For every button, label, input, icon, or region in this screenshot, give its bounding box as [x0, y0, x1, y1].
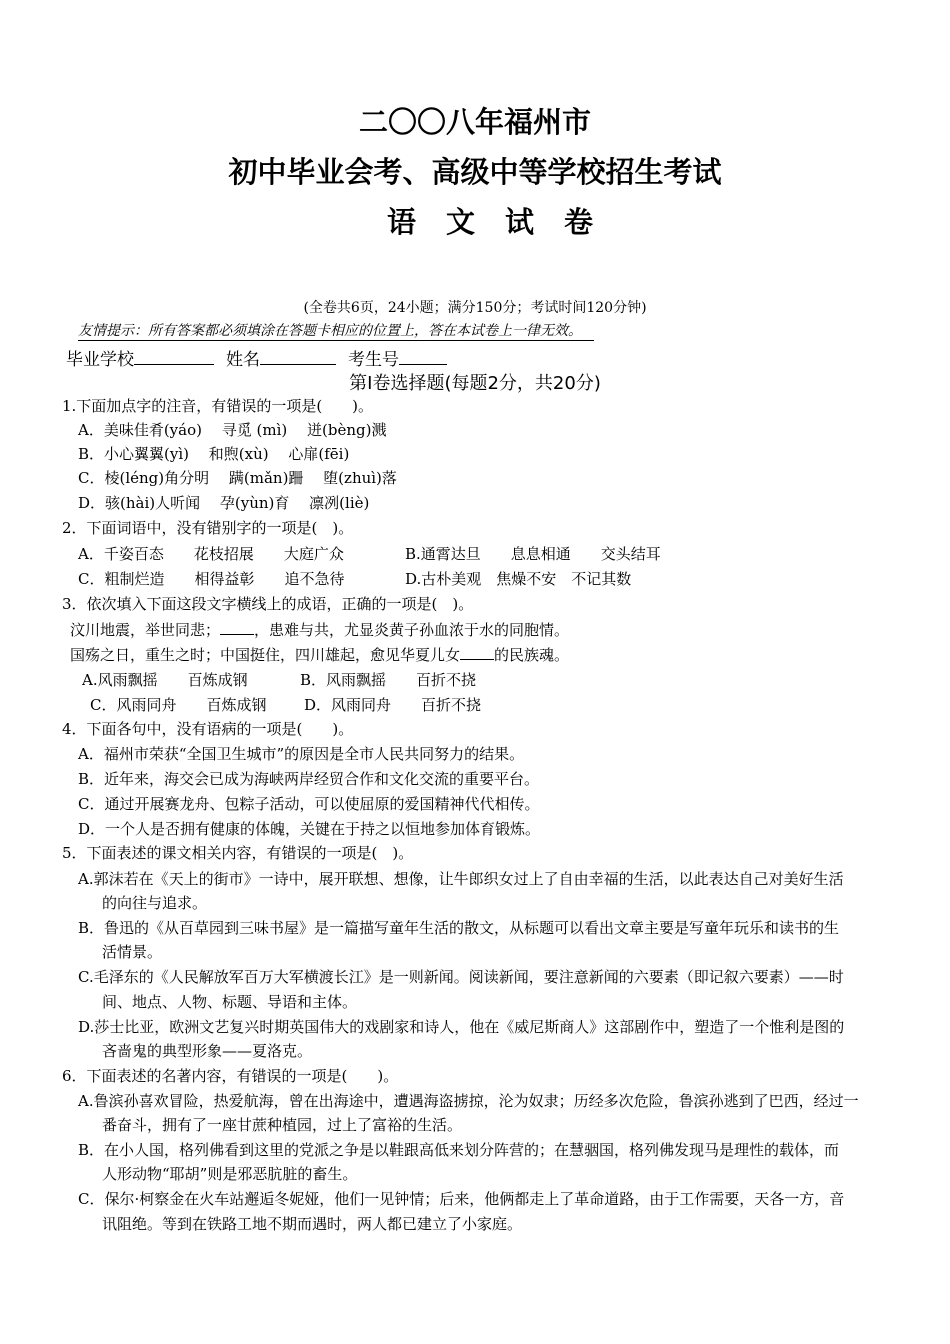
q1-option-d: D．骇(hài)人听闻 孕(yùn)育 凛冽(liè)	[78, 494, 370, 512]
q5-option-d-line1: D.莎士比亚，欧洲文艺复兴时期英国伟大的戏剧家和诗人，他在《威尼斯商人》这部剧作中，塑造了一个惟利是图的	[78, 1018, 845, 1036]
q4-option-b: B．近年来，海交会已成为海峡两岸经贸合作和文化交流的重要平台。	[78, 770, 540, 788]
q5-option-b-line1: B．鲁迅的《从百草园到三味书屋》是一篇描写童年生活的散文，从标题可以看出文章主要是写童年玩乐和读书的生	[78, 919, 840, 937]
q4-option-c: C．通过开展赛龙舟、包粽子活动，可以使屈原的爱国精神代代相传。	[78, 795, 540, 813]
q2-stem: 2．下面词语中，没有错别字的一项是( )。	[62, 519, 354, 537]
q3-option-d: D．风雨同舟 百折不挠	[304, 696, 482, 714]
name-label: 姓名	[226, 350, 260, 370]
q3-passage-line2-a: 国殇之日，重生之时；中国挺住，四川雄起，愈见华夏儿女	[70, 646, 461, 664]
q3-passage-line1-a: 汶川地震，举世同悲；	[70, 621, 221, 639]
q3-blank-2	[460, 645, 494, 660]
q1-option-b: B．小心翼翼(yì) 和煦(xù) 心扉(fēi)	[78, 445, 350, 463]
q6-option-c-line1: C．保尔·柯察金在火车站邂逅冬妮娅，他们一见钟情；后来，他俩都走上了革命道路，由于工作需要，天各一方，音	[78, 1190, 845, 1208]
q3-passage-line1	[70, 620, 569, 640]
q5-option-d-line2: 吝啬鬼的典型形象——夏洛克。	[102, 1042, 313, 1060]
q5-option-a-line1: A.郭沫若在《天上的街市》一诗中，展开联想、想像，让牛郎织女过上了自由幸福的生活，以此表达自己对美好生活	[78, 870, 844, 888]
q3-option-b: B．风雨飘摇 百折不挠	[300, 671, 477, 689]
q1-option-c: C．棱(léng)角分明 蹒(mǎn)跚 堕(zhuì)落	[78, 469, 397, 487]
q3-option-a: A.风雨飘摇 百炼成钢	[82, 671, 248, 689]
q3-stem: 3．依次填入下面这段文字横线上的成语，正确的一项是( )。	[62, 595, 474, 613]
section-heading: 第Ⅰ卷选择题(每题2分，共20分)	[349, 373, 601, 394]
q6-option-b-line2: 人形动物“耶胡”则是邪恶肮脏的畜生。	[102, 1165, 358, 1183]
id-blank[interactable]	[399, 348, 447, 365]
q3-passage-line1-b: ，患难与共，尤显炎黄子孙血浓于水的同胞情。	[254, 621, 570, 639]
school-label: 毕业学校	[66, 350, 134, 370]
q6-stem: 6．下面表述的名著内容，有错误的一项是( )。	[62, 1067, 399, 1085]
q6-option-a-line2: 番奋斗，拥有了一座甘蔗种植园，过上了富裕的生活。	[102, 1116, 463, 1134]
q2-option-c: C．粗制烂造 相得益彰 追不急待	[78, 570, 345, 588]
name-blank[interactable]	[260, 348, 336, 365]
school-field	[66, 345, 214, 370]
q3-option-c: C．风雨同舟 百炼成钢	[90, 696, 267, 714]
q4-option-a: A．福州市荣获“全国卫生城市”的原因是全市人民共同努力的结果。	[78, 745, 525, 763]
q5-option-c-line2: 间、地点、人物、标题、导语和主体。	[102, 993, 358, 1011]
q1-stem: 1.下面加点字的注音，有错误的一项是( )。	[62, 397, 374, 415]
q4-option-d: D．一个人是否拥有健康的体魄，关键在于持之以恒地参加体育锻炼。	[78, 820, 541, 838]
q6-option-a-line1: A.鲁滨孙喜欢冒险，热爱航海，曾在出海途中，遭遇海盗掳掠，沦为奴隶；历经多次危险，鲁滨孙逃到了巴西，经过一	[78, 1092, 859, 1110]
q5-stem: 5．下面表述的课文相关内容，有错误的一项是( )。	[62, 844, 414, 862]
exam-title-year: 二〇〇八年福州市	[358, 105, 591, 139]
friendly-tip: 友情提示：所有答案都必须填涂在答题卡相应的位置上，答在本试卷上一律无效。	[78, 320, 594, 341]
exam-meta: (全卷共6页，24小题；满分150分；考试时间120分钟)	[303, 300, 647, 316]
student-info-fields	[66, 345, 447, 370]
q5-option-b-line2: 活情景。	[102, 943, 163, 961]
id-label: 考生号	[348, 350, 399, 370]
exam-title-main: 初中毕业会考、高级中等学校招生考试	[228, 155, 722, 189]
q1-option-a: A．美味佳肴(yáo) 寻觅 (mì) 迸(bèng)溅	[78, 421, 387, 439]
q3-blank-1	[220, 620, 254, 635]
exam-subject-title: 语文试卷	[386, 205, 623, 239]
q5-option-a-line2: 的向往与追求。	[102, 894, 208, 912]
id-field	[348, 345, 447, 370]
q6-option-c-line2: 讯阻绝。等到在铁路工地不期而遇时，两人都已建立了小家庭。	[102, 1215, 523, 1233]
school-blank[interactable]	[134, 348, 214, 365]
q5-option-c-line1: C.毛泽东的《人民解放军百万大军横渡长江》是一则新闻。阅读新闻，要注意新闻的六要素（即记叙六要素）——时	[78, 968, 844, 986]
q6-option-b-line1: B．在小人国，格列佛看到这里的党派之争是以鞋跟高低来划分阵营的；在慧骃国，格列佛发现马是理性的载体，而	[78, 1141, 840, 1159]
name-field	[226, 345, 336, 370]
q2-option-d: D.古朴美观 焦燥不安 不记其数	[405, 570, 632, 588]
q2-option-a: A．千姿百态 花枝招展 大庭广众	[78, 545, 344, 563]
q2-option-b: B.通霄达旦 息息相通 交头结耳	[405, 545, 661, 563]
q3-passage-line2	[70, 645, 569, 665]
q3-passage-line2-b: 的民族魂。	[494, 646, 570, 664]
q4-stem: 4．下面各句中，没有语病的一项是( )。	[62, 720, 354, 738]
